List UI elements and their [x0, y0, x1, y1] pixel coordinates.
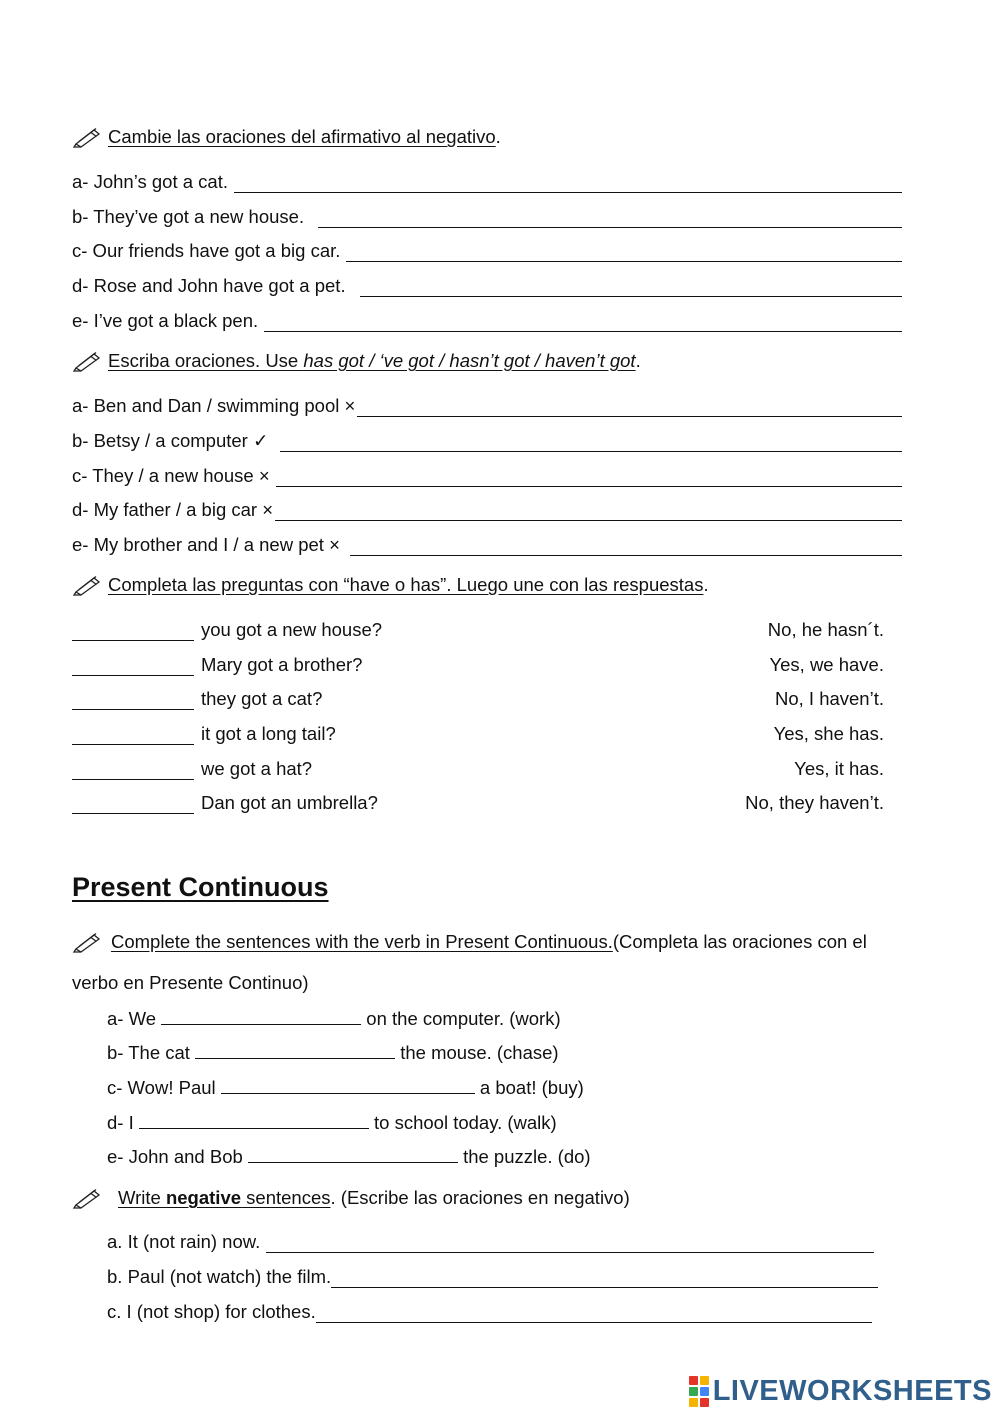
- negative-keyword: negative: [165, 1187, 242, 1208]
- answer-text[interactable]: No, I haven’t.: [774, 688, 884, 709]
- section3-heading: Completa las preguntas con “have o has”. Luego une con las respuestas .: [72, 574, 709, 596]
- answer-text[interactable]: No, he hasn´t.: [767, 619, 884, 640]
- item-text: e- My brother and I / a new pet ×: [72, 534, 340, 555]
- verb-blank[interactable]: [195, 1044, 395, 1059]
- answer-line[interactable]: [275, 506, 902, 521]
- negative-instruction-es: . (Escribe las oraciones en negativo): [330, 1187, 630, 1208]
- answer-text[interactable]: Yes, she has.: [773, 723, 884, 744]
- question-text: Dan got an umbrella?: [201, 792, 378, 813]
- verb-blank[interactable]: [221, 1079, 475, 1094]
- answer-line[interactable]: [360, 282, 902, 297]
- item-text: b- They’ve got a new house.: [72, 206, 305, 227]
- item-text: a- Ben and Dan / swimming pool ×: [72, 395, 356, 416]
- item-text: a- John’s got a cat.: [72, 171, 228, 192]
- page-title: Present Continuous: [72, 872, 329, 902]
- negative-item-c: [107, 1301, 872, 1323]
- pc-item-a: a- We on the computer. (work): [107, 1008, 561, 1029]
- section2-instruction: Escriba oraciones. Use: [108, 350, 304, 371]
- question-text: they got a cat?: [201, 688, 323, 709]
- item-text: e- I’ve got a black pen.: [72, 310, 259, 331]
- answer-text[interactable]: Yes, we have.: [769, 654, 884, 675]
- pc-item-c: c- Wow! Paul a boat! (buy): [107, 1077, 584, 1098]
- question-row: [72, 723, 884, 745]
- verb-blank[interactable]: [161, 1010, 361, 1025]
- section1-item-b: [72, 206, 902, 228]
- item-text: c. I (not shop) for clothes.: [107, 1301, 316, 1322]
- answer-line[interactable]: [280, 437, 902, 452]
- section2-item-a: [72, 395, 902, 417]
- answer-line[interactable]: [316, 1308, 872, 1323]
- section1-item-e: [72, 310, 902, 332]
- answer-text[interactable]: No, they haven’t.: [745, 792, 884, 813]
- pencil-icon: [72, 574, 102, 596]
- item-text: b. Paul (not watch) the film.: [107, 1266, 332, 1287]
- present-continuous-instruction-es: (Completa las oraciones con el: [612, 931, 867, 952]
- question-row: [72, 792, 884, 814]
- section1-item-d: [72, 275, 902, 297]
- have-has-blank[interactable]: [72, 626, 194, 641]
- question-text: Mary got a brother?: [201, 654, 363, 675]
- answer-line[interactable]: [350, 541, 902, 556]
- question-text: we got a hat?: [201, 758, 313, 779]
- item-text: c- Our friends have got a big car.: [72, 240, 341, 261]
- liveworksheets-logo[interactable]: [689, 1375, 992, 1408]
- have-has-blank[interactable]: [72, 765, 194, 780]
- have-has-blank[interactable]: [72, 799, 194, 814]
- logo-text: LIVEWORKSHEETS: [712, 1375, 992, 1407]
- answer-line[interactable]: [346, 247, 902, 262]
- pencil-icon: [72, 931, 102, 953]
- section2-heading: Escriba oraciones. Use has got / ‘ve got / hasn’t got / haven’t got .: [72, 350, 641, 372]
- question-text: it got a long tail?: [201, 723, 336, 744]
- question-row: [72, 654, 884, 676]
- section2-instruction-forms: has got / ‘ve got / hasn’t got / haven’t got: [303, 350, 636, 371]
- answer-line[interactable]: [357, 402, 902, 417]
- negative-item-a: [107, 1231, 874, 1253]
- verb-blank[interactable]: [248, 1148, 458, 1163]
- section1-item-a: [72, 171, 902, 193]
- section3-instruction: Completa las preguntas con “have o has”. Luego une con las respuestas: [108, 574, 704, 595]
- present-continuous-instruction-cont: verbo en Presente Continuo): [72, 972, 309, 993]
- present-continuous-heading: [72, 931, 867, 953]
- answer-line[interactable]: [264, 317, 902, 332]
- answer-line[interactable]: [234, 178, 902, 193]
- item-text: c- They / a new house ×: [72, 465, 270, 486]
- item-text: d- My father / a big car ×: [72, 499, 274, 520]
- question-row: [72, 688, 884, 710]
- present-continuous-instruction: Complete the sentences with the verb in Present Continuous.: [111, 931, 613, 952]
- question-row: [72, 758, 884, 780]
- negative-item-b: [107, 1266, 878, 1288]
- item-text: a. It (not rain) now.: [107, 1231, 261, 1252]
- answer-line[interactable]: [266, 1238, 874, 1253]
- section1-instruction: Cambie las oraciones del afirmativo al negativo: [108, 126, 496, 147]
- have-has-blank[interactable]: [72, 695, 194, 710]
- pencil-icon: [72, 126, 102, 148]
- section2-item-e: [72, 534, 902, 556]
- answer-line[interactable]: [318, 213, 902, 228]
- item-text: d- Rose and John have got a pet.: [72, 275, 346, 296]
- answer-text[interactable]: Yes, it has.: [794, 758, 884, 779]
- question-text: you got a new house?: [201, 619, 383, 640]
- pc-item-d: d- I to school today. (walk): [107, 1112, 557, 1133]
- pencil-icon: [72, 350, 102, 372]
- verb-blank[interactable]: [139, 1114, 369, 1129]
- answer-line[interactable]: [276, 472, 902, 487]
- section1-heading: Cambie las oraciones del afirmativo al negativo .: [72, 126, 501, 148]
- section2-item-b: [72, 430, 902, 452]
- section1-item-c: [72, 240, 902, 262]
- section2-item-d: [72, 499, 902, 521]
- have-has-blank[interactable]: [72, 661, 194, 676]
- question-row: [72, 619, 884, 641]
- pc-item-e: e- John and Bob the puzzle. (do): [107, 1146, 591, 1167]
- pc-item-b: b- The cat the mouse. (chase): [107, 1042, 559, 1063]
- have-has-blank[interactable]: [72, 730, 194, 745]
- negative-heading: Write negative sentences . (Escribe las oraciones en negativo): [72, 1187, 630, 1209]
- negative-instruction: Write: [118, 1187, 166, 1208]
- logo-mark-icon: [689, 1376, 709, 1407]
- pencil-icon: [72, 1187, 102, 1209]
- section2-item-c: [72, 465, 902, 487]
- item-text: b- Betsy / a computer ✓: [72, 430, 269, 451]
- answer-line[interactable]: [331, 1273, 878, 1288]
